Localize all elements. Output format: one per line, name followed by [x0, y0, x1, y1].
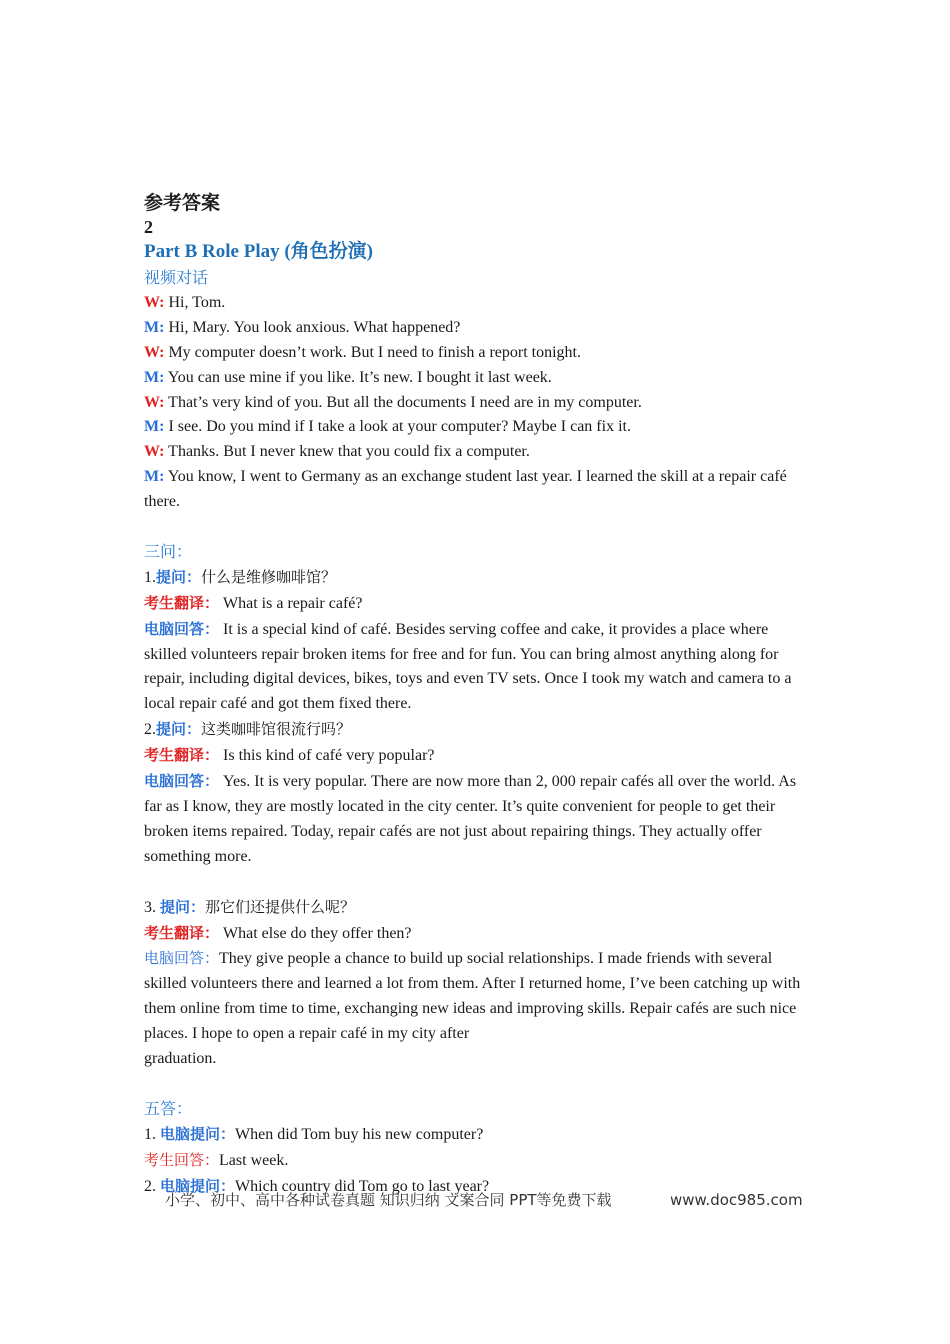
question-ask: 2.提问：这类咖啡馆很流行吗？ [144, 720, 352, 739]
student-answer: 考生回答：Last week. [144, 1150, 289, 1169]
section-video-dialogue: 视频对话 [144, 268, 209, 287]
part-title: Part B Role Play (角色扮演) [144, 241, 374, 262]
dialogue-line: W: My computer doesn’t work. But I need to finish a report tonight. [144, 343, 581, 361]
dialogue-line: M: You can use mine if you like. It’s new. I bought it last week. [144, 368, 552, 386]
question-translation: 考生翻译： Is this kind of café very popular? [144, 746, 435, 765]
dialogue-line: W: Thanks. But I never knew that you could fix a computer. [144, 443, 530, 461]
question-translation: 考生翻译： What else do they offer then? [144, 923, 412, 942]
question-ask: 3. 提问：那它们还提供什么呢？ [144, 897, 356, 916]
dialogue-line: W: That’s very kind of you. But all the documents I need are in my computer. [144, 393, 642, 411]
question-ask: 1.提问：什么是维修咖啡馆？ [144, 567, 337, 586]
question-number: 2 [144, 217, 153, 237]
footer-site-link[interactable]: www.doc985.com [670, 1191, 803, 1209]
question-answer: 电脑回答：They give people a chance to build up social relationships. I made friends with several skilled volunteers there and learned a lot from them. After I returned home, I’ve been catching up with them online from time to time, exchanging new ideas and improving skills. Repair cafés are such nice places. I hope to open a repair café in my city after [144, 949, 801, 1043]
five-answers-heading: 五答： [144, 1098, 193, 1118]
question-translation: 考生翻译： What is a repair café? [144, 593, 363, 612]
computer-question: 2. 电脑提问：Which country did Tom go to last year? [144, 1176, 490, 1195]
dialogue-line: M: You know, I went to Germany as an exchange student last year. I learned the skill at a repair café there. [144, 468, 787, 511]
question-answer: 电脑回答： It is a special kind of café. Besides serving coffee and cake, it provides a place where skilled volunteers repair broken items for free and for fun. You can bring almost anything along for repair, including digital devices, bikes, toys and even TV sets. Once I took my watch and camera to a local repair café and got them fixed there. [144, 619, 792, 713]
page-footer [165, 1189, 805, 1211]
footer-text: 小学、初中、高中各种试卷真题 知识归纳 文案合同 PPT等免费下载 [165, 1191, 612, 1209]
page-title: 参考答案 [144, 192, 221, 214]
dialogue [144, 291, 806, 515]
computer-question: 1. 电脑提问：When did Tom buy his new computer? [144, 1124, 484, 1143]
dialogue-line: M: Hi, Mary. You look anxious. What happened? [144, 318, 461, 336]
question-answer-tail: graduation. [144, 1050, 217, 1068]
three-questions-heading: 三问： [144, 541, 193, 561]
dialogue-line: W: Hi, Tom. [144, 293, 226, 311]
question-answer: 电脑回答： Yes. It is very popular. There are now more than 2, 000 repair cafés all over the world. As far as I know, they are mostly located in the city center. It’s quite convenient for people to get their broken items repaired. Today, repair cafés are not just about repairing things. They actually offer something more. [144, 772, 797, 865]
dialogue-line: M: I see. Do you mind if I take a look at your computer? Maybe I can fix it. [144, 418, 631, 436]
document-body [144, 190, 806, 1199]
